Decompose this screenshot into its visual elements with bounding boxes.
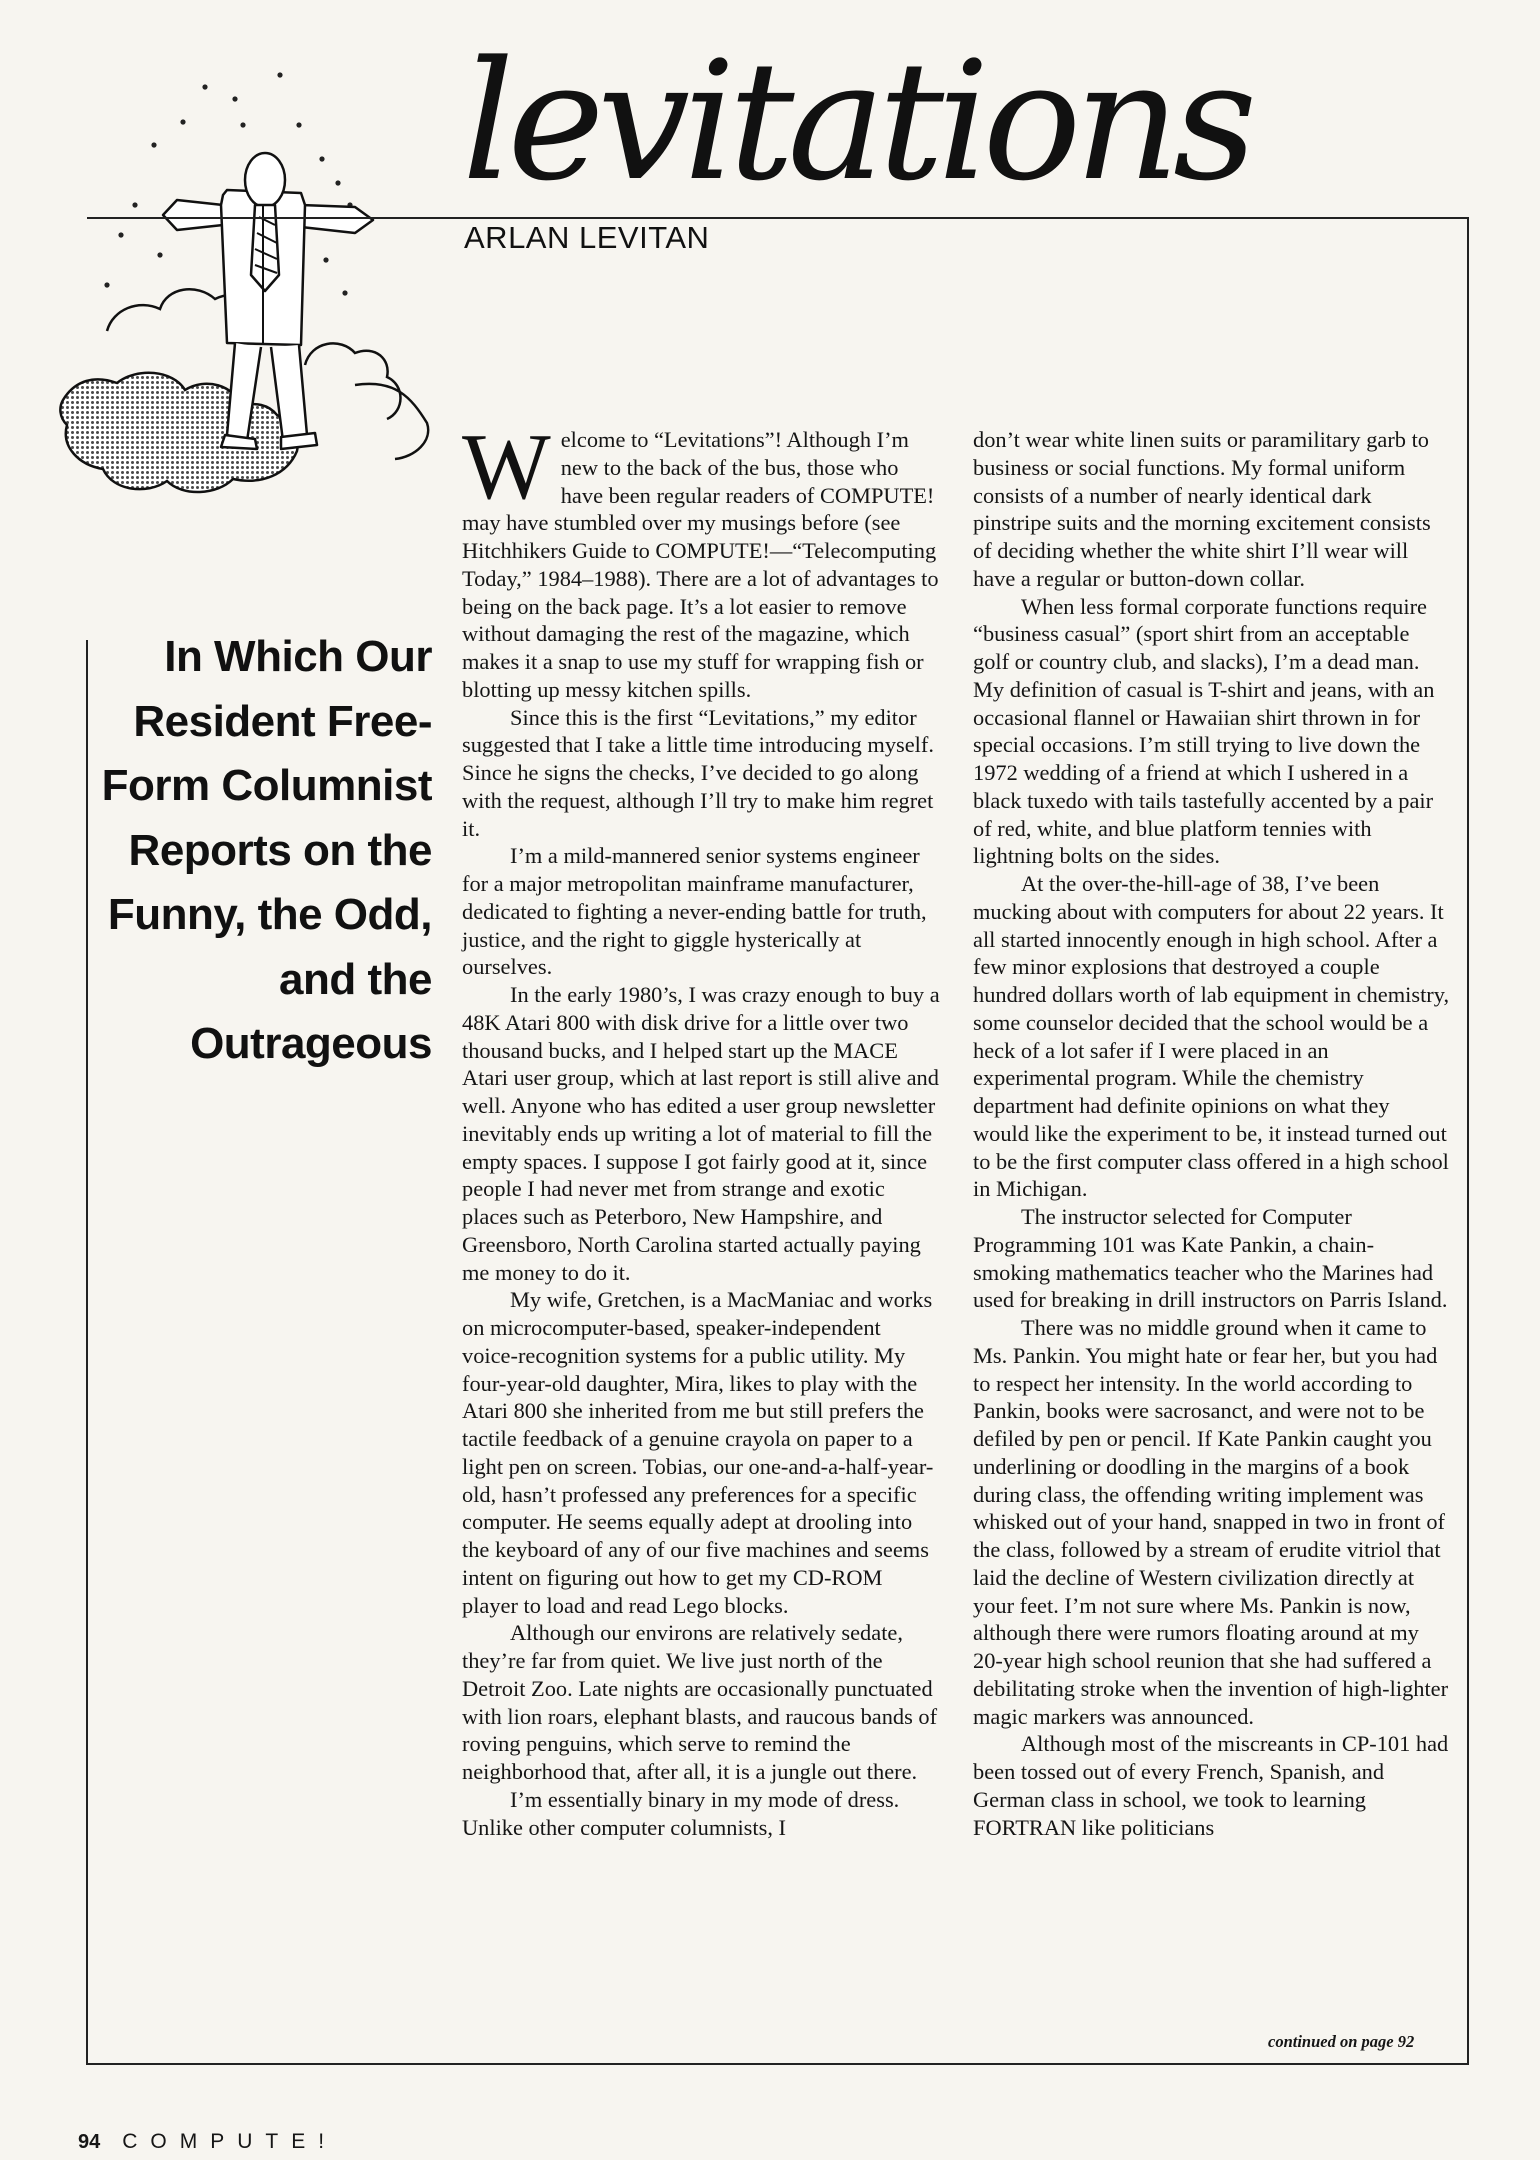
paragraph: Although most of the miscreants in CP-101 had been tossed out of every French, Spanish, and German class in school, we took to learning FORTRAN like politicians [973, 1731, 1449, 1840]
paragraph: I’m essentially binary in my mode of dress. Unlike other computer columnists, I [462, 1786, 900, 1840]
paragraph: There was no middle ground when it came to Ms. Pankin. You might hate or fear her, but you had to respect her intensity. In the world according to Pankin, books were sacrosanct, and were not to be defiled by pen or pencil. If Kate Pankin caught you underlining or doodling in the margins of a book during class, the offending writing implement was whisked out of your hand, snapped in two in front of the class, followed by a stream of erudite vitriol that laid the decline of Western civilization directly at your feet. I’m not sure where Ms. Pankin is now, although there were rumors floating around at my 20-year high school reunion that she had suffered a debilitating stroke when the invention of high-lighter magic markers was announced. [973, 1315, 1449, 1729]
paragraph: At the over-the-hill-age of 38, I’ve been mucking about with computers for about 22 years. It all started innocently enough in high school. After a few minor explosions that destroyed a couple hundred dollars worth of lab equipment in chemistry, some counselor decided that the school would be a heck of a lot safer if I were placed in an experimental program. While the chemistry department had definite opinions on what they would like the experiment to be, it instead turned out to be the first computer class offered in a high school in Michigan. [973, 871, 1450, 1202]
frame-left-rule [86, 640, 88, 2065]
paragraph: My wife, Gretchen, is a MacManiac and works on microcomputer-based, speaker-independent voice-recognition systems for a public utility. My four-year-old daughter, Mira, likes to play with the Atari 800 she inherited from me but still prefers the tactile feedback of a genuine crayola on paper to a light pen on screen. Tobias, our one-and-a-half-year-old, hasn’t professed any preferences for a specific computer. He seems equally adept at drooling into the keyboard of any of our five machines and seems intent on figuring out how to get my CD-ROM player to load and read Lego blocks. [462, 1287, 934, 1618]
magazine-name: COMPUTE! [122, 2130, 338, 2153]
page-number: 94 [78, 2131, 101, 2153]
paragraph-text: elcome to “Levitations”! Although I’m new to the back of the bus, those who have been regular readers of COMPUTE! may have stumbled over my musings before (see Hitchhikers Guide to COMPUTE!—“Telecomputing Today,” 1984–1988). There are a lot of advantages to being on the back page. It’s a lot easier to remove without damaging the rest of the magazine, which makes it a snap to use my stuff for wrapping fish or blotting up messy kitchen spills. [462, 427, 939, 702]
paragraph: When less formal corporate functions require “business casual” (sport shirt from an acceptable golf or country club, and slacks), I’m a dead man. My definition of casual is T-shirt and jeans, with an occasional flannel or Hawaiian shirt thrown in for special occasions. I’m still trying to live down the 1972 wedding of a friend at which I ushered in a black tuxedo with tails tastefully accented by a pair of red, white, and blue platform tennies with lightning bolts on the sides. [973, 593, 1435, 869]
article-column-2 [973, 426, 1451, 1841]
paragraph: Although our environs are relatively sedate, they’re far from quiet. We live just north of the Detroit Zoo. Late nights are occasionally punctuated with lion roars, elephant blasts, and raucous bands of roving penguins, which serve to remind the neighborhood that, after all, it is a jungle out there. [462, 1620, 938, 1784]
paragraph: In the early 1980’s, I was crazy enough to buy a 48K Atari 800 with disk drive for a little over two thousand bucks, and I helped start up the MACE Atari user group, which at last report is still alive and well. Anyone who has edited a user group newsletter inevitably ends up writing a lot of material to fill the empty spaces. I suppose I got fairly good at it, since people I had never met from strange and exotic places such as Peterboro, New Hampshire, and Greensboro, North Carolina started actually paying me money to do it. [462, 982, 940, 1285]
continued-note: continued on page 92 [1268, 2032, 1415, 2051]
paragraph: Since this is the first “Levitations,” my editor suggested that I take a little time introducing myself. Since he signs the checks, I’ve decided to go along with the request, although I’ll try to make him regret it. [462, 704, 934, 841]
author-byline: ARLAN LEVITAN [464, 220, 710, 255]
paragraph [462, 415, 940, 704]
paragraph: don’t wear white linen suits or paramilitary garb to business or social functions. My formal uniform consists of a number of nearly identical dark pinstripe suits and the morning excitement consists of deciding whether the white shirt I’ll wear will have a regular or button-down collar. [973, 427, 1431, 591]
deck-headline: In Which Our Resident Free-Form Columnist Reports on the Funny, the Odd, and the Outrageous [101, 632, 432, 1068]
drop-cap: W [462, 415, 551, 519]
column-title: levitations [462, 26, 1251, 217]
paragraph: The instructor selected for Computer Programming 101 was Kate Pankin, a chain-smoking mathematics teacher who the Marines had used for breaking in drill instructors on Parris Island. [973, 1204, 1448, 1313]
article-column-1 [462, 415, 940, 1841]
paragraph: I’m a mild-mannered senior systems engineer for a major metropolitan mainframe manufacturer, dedicated to fighting a never-ending battle for truth, justice, and the right to giggle hysterically at ourselves. [462, 843, 927, 980]
page-footer [78, 2130, 337, 2154]
